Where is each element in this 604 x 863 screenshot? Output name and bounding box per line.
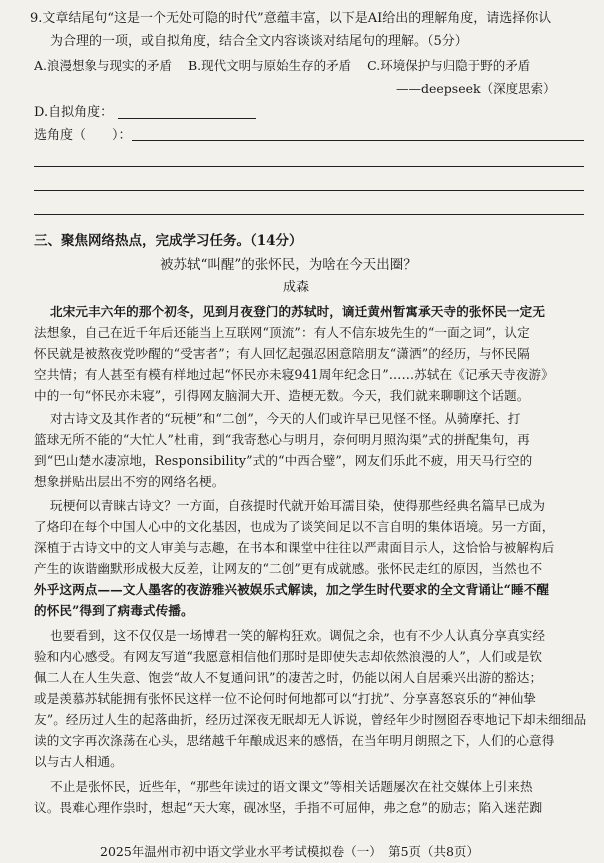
- option-d-answer-line[interactable]: [118, 118, 256, 119]
- article-line: 北宋元丰六年的那个初冬，见到月夜登门的苏轼时，谪迁黄州暂寓承天寺的张怀民一定无: [50, 304, 546, 319]
- section-3-heading: 三、聚焦网络热点，完成学习任务。（14分）: [34, 233, 303, 249]
- option-b: B.现代文明与原始生存的矛盾: [188, 58, 352, 73]
- article-line: 以与古人相通。: [34, 754, 123, 769]
- answer-line-3[interactable]: [34, 214, 584, 215]
- question-9-line-2: 为合理的一项，或自拟角度，结合全文内容谈谈对结尾句的理解。（5分）: [50, 34, 468, 49]
- page-footer: 2025年温州市初中语文学业水平考试模拟卷（一） 第5页（共8页）: [100, 844, 479, 859]
- article-line: 空共情；有人甚至有模有样地过起“怀民亦未寝941周年纪念日”……苏轼在《记承天寺夜游》: [34, 367, 554, 382]
- article-line: 外乎这两点——文人墨客的夜游雅兴被娱乐式解读，加之学生时代要求的全文背诵让“睡不醒: [34, 582, 550, 597]
- article-line: 也要看到，这不仅仅是一场博君一笑的解构狂欢。调侃之余，也有不少人认真分享真实经: [50, 628, 546, 643]
- article-line: 验和内心感受。有网友写道“我愿意相信他们那时是即使失志却依然浪漫的人”，人们或是钦: [34, 649, 543, 664]
- article-line: 法想象，自己在近千年后还能当上互联网“顶流”：有人不信东坡先生的“一面之词”，认定: [34, 325, 530, 340]
- article-line: 友”。经历过人生的起落曲折，经历过深夜无眠却无人诉说，曾经年少时囫囵吞枣地记下却未细细品: [34, 712, 586, 727]
- article-line: 佩二人在人生失意、饱尝“故人不复通问讯”的凄苦之时，仍能以闲人自居乘兴出游的豁达；: [34, 670, 543, 685]
- article-line: 玩梗何以青睐古诗文？一方面，自孩提时代就开始耳濡目染，使得那些经典名篇早已成为: [50, 498, 546, 513]
- choose-angle-answer-line[interactable]: [132, 140, 584, 141]
- article-line: 的怀民”得到了病毒式传播。: [34, 603, 194, 618]
- option-d-label: D.自拟角度：: [34, 105, 114, 120]
- article-line: 对古诗文及其作者的“玩梗”和“二创”，今天的人们或许早已见怪不怪。从骑摩托、打: [50, 411, 521, 426]
- article-author: 成森: [283, 280, 310, 295]
- article-line: 或是羡慕苏轼能拥有张怀民这样一位不论何时何地都可以“打扰”、分享喜怒哀乐的“神仙挚: [34, 691, 536, 706]
- article-line: 了烙印在每个中国人心中的文化基因，也成为了谈笑间足以不言自明的集体语境。另一方面，: [34, 519, 555, 534]
- article-line: 怀民就是被熬夜党吵醒的“受害者”；有人回忆起强忍困意陪朋友“潇洒”的经历，与怀民隔: [34, 346, 530, 361]
- article-line: 篮球无所不能的“大忙人”杜甫，到“我寄愁心与明月，奈何明月照沟渠”式的拼配集句，再: [34, 432, 530, 447]
- article-line: 不止是张怀民，近些年，“那些年读过的语文课文”等相关话题屡次在社交媒体上引来热: [50, 779, 533, 794]
- article-line: 读的文字再次涤荡在心头，思绪越千年酿成迟来的感悟，在当年明月朗照之下，人们的心意得: [34, 733, 555, 748]
- choose-angle-label: 选角度（ ）：: [34, 128, 132, 143]
- answer-line-1[interactable]: [34, 166, 584, 167]
- article-line: 中的一句“怀民亦未寝”，引得网友脑洞大开、造梗无数。今天，我们就来聊聊这个话题。: [34, 388, 530, 403]
- article-line: 想象拼贴出层出不穷的网络名梗。: [34, 474, 225, 489]
- article-title: 被苏轼“叫醒”的张怀民，为啥在今天出圈？: [160, 257, 417, 273]
- article-line: 议。畏难心理作祟时，想起“天大寒，砚冰坚，手指不可屈伸，弗之怠”的励志；陷入迷茫踟: [34, 800, 543, 815]
- option-c: C.环境保护与归隐于野的矛盾: [367, 58, 531, 73]
- option-a: A.浪漫想象与现实的矛盾: [34, 58, 173, 73]
- ai-source-attribution: ——deepseek（深度思索）: [396, 81, 556, 96]
- question-9-line-1: 9.文章结尾句“这是一个无处可隐的时代”意蕴丰富，以下是AI给出的理解角度，请选择你认: [30, 11, 552, 26]
- article-line: 到“巴山楚水凄凉地，Responsibility”式的“中西合璧”，网友们乐此不疲，用天马行空的: [34, 453, 533, 468]
- answer-line-2[interactable]: [34, 190, 584, 191]
- question-9-options: [34, 57, 586, 75]
- article-line: 深植于古诗文中的文人审美与志趣，在书本和课堂中往往以严肃面目示人，这恰恰与被解构后: [34, 540, 555, 555]
- article-line: 产生的诙谐幽默形成极大反差，让网友的“二创”更有成就感。张怀民走红的原因，当然也不: [34, 561, 543, 576]
